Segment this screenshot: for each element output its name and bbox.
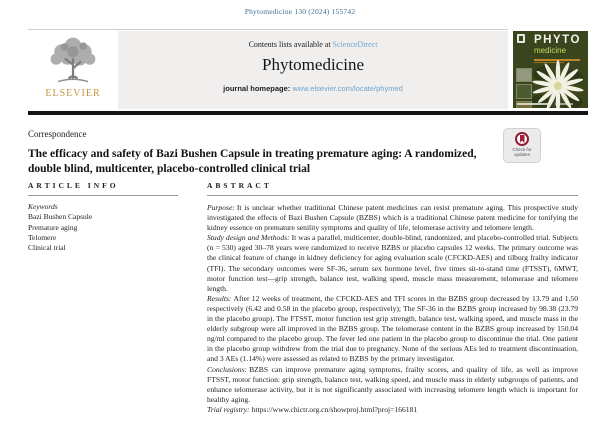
abstract-heading: ABSTRACT (207, 181, 578, 196)
keyword-item: Bazi Bushen Capsule (28, 212, 93, 222)
elsevier-wordmark: ELSEVIER (45, 88, 101, 99)
keyword-item: Premature aging (28, 222, 78, 232)
check-for-updates-button[interactable] (503, 128, 541, 163)
article-info-heading: ARTICLE INFO (28, 181, 178, 196)
journal-title: Phytomedicine (262, 55, 364, 74)
article-info-section (28, 181, 178, 254)
trial-registry-url[interactable]: https://www.chictr.org.cn/showproj.html?proj=166181 (251, 404, 418, 414)
abstract-paragraph-results: Results: After 12 weeks of treatment, the CFCKD-AES and TFI scores in the BZBS group decreased by 13.79 and 1.50 respectively (6.42 and 0.58 in the placebo group, respectively); The SF-36 in the BZBS group increased by 98.38 (23.79 in the placebo group). The FTSST, motor function test grip strength, balance test, walking speed, and muscle mass in the elderly subgroup were all improved in the BZBS group. The telomerase content in the BZBS group increased by 150.04 ng/ml compared to the placebo group. The fever led one patient in the placebo group to discontinue the trial. One patient in the placebo group withdrew from the trial due to pregnancy. None of the serious AEs led to treatment discontinuation, and 3 AEs (1.14%) were assessed as related to BZBS by the primary investigator. (207, 293, 578, 364)
check-updates-icon (515, 132, 529, 146)
check-updates-label: Check for updates (512, 147, 532, 158)
cover-footer-text-bar (517, 103, 551, 105)
cover-footer-text-bar-2 (555, 103, 573, 105)
elsevier-tree-icon (28, 33, 118, 89)
sciencedirect-link[interactable]: ScienceDirect (332, 40, 378, 49)
masthead (28, 31, 508, 109)
abstract-paragraph-trial-registry: Trial registry: https://www.chictr.org.cn/showproj.html?proj=166181 (207, 404, 418, 414)
keywords-block (28, 202, 178, 254)
homepage-line (118, 84, 508, 93)
journal-banner (118, 31, 508, 109)
elsevier-logo (28, 31, 118, 109)
cover-title: PHYTO (534, 34, 581, 46)
journal-citation: Phytomedicine 130 (2024) 155742 (244, 7, 356, 16)
homepage-label: journal homepage: (223, 84, 291, 93)
article-type-label: Correspondence (28, 129, 87, 139)
abstract-section (207, 181, 578, 415)
journal-cover-thumbnail (513, 31, 588, 108)
article-title: The efficacy and safety of Bazi Bushen Capsule in treating premature aging: A randomized, double blind, multicenter, placebo-controlled clinical trial (28, 148, 477, 175)
abstract-paragraph-purpose: Purpose: It is unclear whether traditional Chinese patent medicines can resist premature aging. This prospective study investigated the effects of Bazi Bushen Capsule (BZBS) which is a traditional Chinese patent medicine for tonifying the kidney essence on premature senility symptoms and quality of life, telomerase activity and telomere length. (207, 203, 578, 233)
keywords-label: Keywords (28, 202, 58, 211)
keyword-item: Clinical trial (28, 243, 66, 253)
masthead-bottom-rule (28, 111, 588, 115)
abstract-paragraph-methods: Study design and Methods: It was a parallel, multicenter, double-blind, randomized, and placebo-controlled trial. Subjects (n = 530) aged 30–78 years were randomized to receive BZBS or placebo capsules 12 weeks. The primary outcome was the clinical feature of change in kidney deficiency for aging evaluation scale (CFCKD-AES) and tilburg frailty indicator (TFI). The secondary outcomes were SF-36, serum sex hormone level, five times sit-to-stand time (FTSST), 6MWT, motor function test—grip strength, balance test, walking speed, muscle mass measurement, telomerase and telomere length. (207, 233, 578, 293)
keyword-item: Telomere (28, 233, 57, 243)
contents-line (118, 40, 508, 49)
homepage-url-link[interactable]: www.elsevier.com/locate/phymed (292, 84, 403, 93)
abstract-paragraph-conclusions: Conclusions: BZBS can improve premature aging symptoms, frailty scores, and quality of life, as well as improve FTSST, motor function: grip strength, balance test, walking speed, and muscle mass in elderly subgroups of patients, and enhance telomerase activity, but it is not significantly associated with increasing telomere length which is important for healthy aging. (207, 364, 578, 404)
cover-publisher-icon (517, 34, 525, 43)
contents-prefix: Contents lists available at (248, 40, 331, 49)
abstract-body (207, 203, 578, 415)
cover-subtitle: medicine (534, 46, 567, 55)
masthead-top-rule (28, 29, 508, 30)
flower-icon (529, 57, 587, 108)
